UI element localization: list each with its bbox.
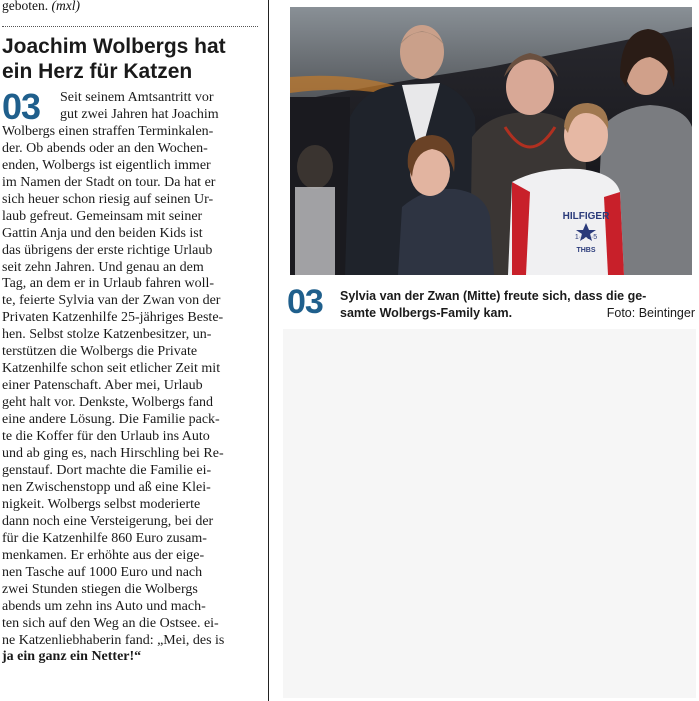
body-line: eine andere Lösung. Die Familie pack- [2, 412, 220, 428]
column-rule [268, 0, 269, 701]
article-photo [290, 7, 692, 275]
body-line: nen Tasche auf 1000 Euro und nach [2, 564, 203, 580]
caption-line-1: Sylvia van der Zwan (Mitte) freute sich, dass die ge- [340, 289, 647, 303]
previous-article-author: (mxl) [51, 0, 80, 13]
body-line: ja ein ganz ein Netter!“ [2, 649, 142, 665]
body-line: ne Katzenliebhaberin fand: „Mei, des is [2, 632, 225, 648]
body-line: enden, Wolbergs ist eigentlich immer [2, 157, 211, 173]
body-line: das übrigens der erste richtige Urlaub [2, 242, 213, 258]
body-line: laub gefreut. Gemeinsam mit seiner [2, 208, 203, 224]
article-headline: Joachim Wolbergs hat ein Herz für Katzen [2, 35, 226, 83]
body-line: Seit seinem Amtsantritt vor [60, 90, 214, 105]
body-line: und ab ging es, nach Hirschling bei Re- [2, 446, 224, 462]
body-line: terstützen die Wolbergs die Private [2, 344, 198, 360]
body-line: der. Ob abends oder an den Wochen- [2, 140, 208, 156]
previous-article-tail [2, 0, 260, 14]
body-line: Katzenhilfe schon seit etlicher Zeit mit [2, 361, 221, 377]
article-column [0, 0, 263, 701]
article-number: 03 [2, 86, 41, 127]
body-line: Tag, an dem er in Urlaub fahren woll- [2, 276, 215, 292]
body-line: seit zehn Jahren. Und genau an dem [2, 259, 204, 275]
body-line: zwei Stunden stiegen die Wolbergs [2, 581, 198, 597]
body-line: geht halt vor. Denkste, Wolbergs fand [2, 395, 214, 411]
shirt-year-text: 1·9 8·5 [574, 234, 598, 241]
caption-line-2: samte Wolbergs-Family kam. [340, 306, 513, 320]
shirt-brand-text: HILFIGER [562, 211, 610, 222]
body-line: Privaten Katzenhilfe 25-jähriges Beste- [2, 310, 224, 326]
body-line: genstauf. Dort machte die Familie ei- [2, 462, 212, 478]
body-line: sich heuer schon riesig auf seinen Ur- [2, 191, 214, 207]
body-line: Wolbergs einen straffen Terminkalen- [2, 123, 214, 139]
body-line: gut zwei Jahren hat Joachim [60, 106, 219, 122]
body-line: einer Patenschaft. Aber mei, Urlaub [2, 378, 203, 394]
body-line: nen Zwischenstopp und aß eine Klei- [2, 479, 211, 495]
body-line: für die Katzenhilfe 860 Euro zusam- [2, 530, 207, 546]
body-line: im Namen der Stadt on tour. Da hat er [2, 174, 216, 190]
body-line: abends um zehn ins Auto und mach- [2, 598, 206, 614]
body-line: hen. Selbst stolze Katzenbesitzer, un- [2, 327, 212, 343]
blank-print-area [283, 329, 696, 698]
dotted-separator [2, 26, 258, 27]
caption-number: 03 [287, 283, 323, 321]
body-line: te, feierte Sylvia van der Zwan von der [2, 293, 221, 309]
body-line: nigkeit. Wolbergs selbst moderierte [2, 496, 201, 512]
family-photo-illustration [290, 7, 692, 275]
body-line: ten sich auf den Weg an die Ostsee. ei- [2, 615, 219, 631]
photo-credit: Foto: Beintinger [606, 306, 695, 320]
body-line: te die Koffer für den Urlaub ins Auto [2, 429, 210, 445]
article-body [2, 86, 260, 666]
previous-article-text: geboten. [2, 0, 49, 13]
shirt-tag-text: THBS [576, 247, 596, 254]
body-line: menkamen. Er erhöhte aus der eige- [2, 547, 205, 563]
body-line: dann noch eine Versteigerung, bei der [2, 513, 214, 529]
body-line: Gattin Anja und den beiden Kids ist [2, 225, 203, 241]
